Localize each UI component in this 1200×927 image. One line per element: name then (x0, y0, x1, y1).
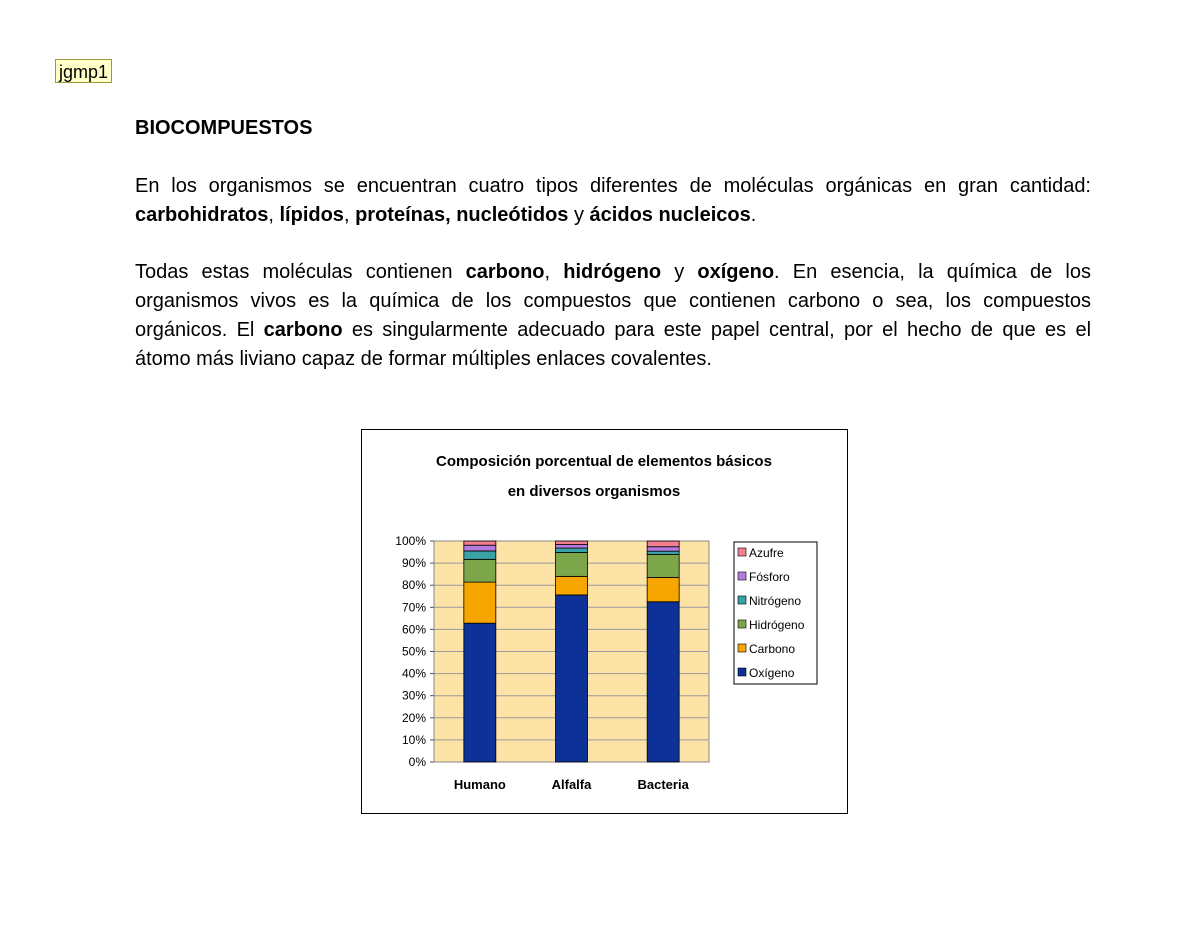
y-tick-label: 50% (401, 644, 426, 659)
text-run: Todas estas moléculas contienen (135, 261, 466, 283)
bold-term: ácidos nucleicos (589, 204, 751, 226)
text-run: . En esencia, la química de los organismos vivos es la química de los compuestos que contienen carbono o sea, los compuestos orgánicos. El (135, 261, 1091, 341)
chart-container (361, 429, 848, 814)
stacked-bar-chart (362, 430, 847, 813)
legend-label: Fósforo (749, 570, 790, 584)
legend-swatch (738, 548, 746, 556)
legend-label: Hidrógeno (749, 618, 805, 632)
bars (464, 541, 679, 762)
bold-term: carbono (465, 261, 545, 283)
text-run: y (661, 261, 698, 283)
legend-swatch (738, 644, 746, 652)
text-run: , (544, 261, 564, 283)
legend-label: Nitrógeno (749, 594, 802, 608)
bold-term: hidrógeno (563, 261, 662, 283)
legend-label: Oxígeno (749, 666, 795, 680)
y-tick-label: 0% (408, 755, 426, 769)
legend-label: Carbono (749, 642, 796, 656)
bar-humano-series-4 (464, 545, 496, 551)
paragraph-organic-molecules (135, 172, 1091, 230)
bar-alfalfa-series-5 (556, 541, 588, 545)
y-tick-label: 100% (395, 534, 426, 548)
y-tick-label: 70% (401, 600, 426, 615)
legend-swatch (738, 596, 746, 604)
bar-bacteria-series-4 (647, 547, 679, 551)
text-run: , (268, 204, 280, 226)
annotation-tag: jgmp1 (55, 59, 112, 83)
legend-swatch (738, 572, 746, 580)
bar-bacteria-series-2 (647, 554, 679, 577)
bar-bacteria-series-3 (647, 551, 679, 554)
legend-label: Azufre (749, 546, 784, 560)
y-tick-label: 30% (401, 688, 426, 703)
paragraph-carbon-chemistry (135, 258, 1091, 374)
text-run: es singularmente adecuado para este papel central, por el hecho de que es el átomo más liviano capaz de formar múltiples enlaces covalentes. (135, 319, 1092, 370)
legend-box (734, 542, 817, 684)
bar-bacteria-series-0 (647, 602, 679, 762)
bold-term: lípidos (279, 204, 344, 226)
chart-title-line-1: Composición porcentual de elementos básicos (436, 453, 772, 470)
bar-bacteria-series-1 (647, 577, 679, 601)
y-tick-label: 90% (401, 556, 426, 571)
bar-humano-series-0 (464, 623, 496, 762)
text-run: En los organismos se encuentran cuatro tipos diferentes de moléculas orgánicas en gran cantidad: (135, 175, 1091, 197)
bar-alfalfa-series-1 (556, 576, 588, 595)
y-tick-label: 10% (401, 732, 426, 747)
chart-title-line-2: en diversos organismos (507, 483, 681, 500)
bold-term: oxígeno (697, 261, 775, 283)
chart-legend (734, 542, 817, 684)
bar-alfalfa-series-2 (556, 552, 588, 576)
y-tick-label: 60% (401, 622, 426, 637)
bar-humano-series-2 (464, 559, 496, 582)
x-axis-labels (454, 777, 690, 792)
text-run: y (568, 204, 590, 226)
bar-alfalfa-series-0 (556, 595, 588, 762)
text-run: . (750, 204, 757, 226)
bar-humano-series-3 (464, 551, 496, 559)
y-tick-label: 20% (401, 710, 426, 725)
y-tick-label: 40% (401, 666, 426, 681)
legend-swatch (738, 668, 746, 676)
bar-bacteria-series-5 (647, 541, 679, 547)
x-tick-label: Bacteria (637, 777, 689, 792)
bar-alfalfa-series-4 (556, 545, 588, 549)
text-run: , (343, 204, 356, 226)
bar-humano-series-5 (464, 541, 496, 545)
x-tick-label: Alfalfa (551, 777, 592, 792)
bar-humano-series-1 (464, 582, 496, 623)
bar-alfalfa-series-3 (556, 548, 588, 552)
y-axis-ticks (395, 534, 434, 769)
y-tick-label: 80% (401, 578, 426, 593)
document-heading: BIOCOMPUESTOS (135, 117, 313, 139)
bold-term: carbono (263, 319, 343, 341)
legend-swatch (738, 620, 746, 628)
bold-term: proteínas, nucleótidos (355, 204, 569, 226)
x-tick-label: Humano (453, 777, 506, 792)
bold-term: carbohidratos (135, 204, 269, 226)
